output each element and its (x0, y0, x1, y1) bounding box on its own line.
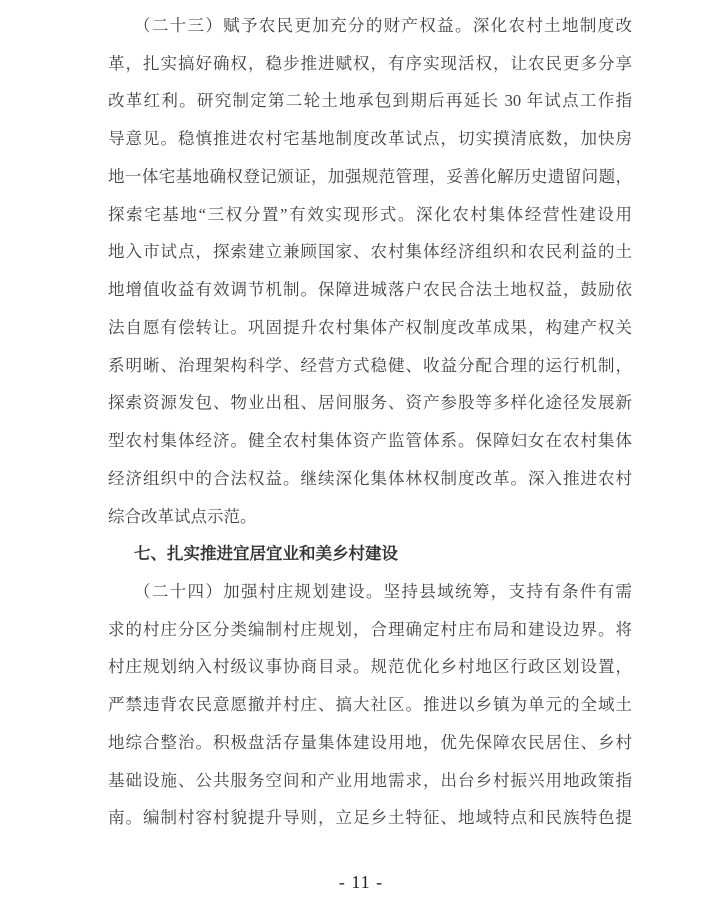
body-line: 经济组织中的合法权益。继续深化集体林权制度改革。深入推进农村 (108, 468, 632, 488)
body-line: 村庄规划纳入村级议事协商目录。规范优化乡村地区行政区划设置， (108, 657, 632, 677)
body-line: 地增值收益有效调节机制。保障进城落户农民合法土地权益，鼓励依 (108, 280, 632, 300)
document-body (108, 7, 632, 837)
section-heading: 七、扎实推进宜居宜业和美乡村建设 (134, 544, 398, 564)
body-line: 系明晰、治理架构科学、经营方式稳健、收益分配合理的运行机制， (108, 355, 632, 375)
body-line: 严禁违背农民意愿撤并村庄、搞大社区。推进以乡镇为单元的全域土 (108, 695, 632, 715)
body-line: （二十三）赋予农民更加充分的财产权益。深化农村土地制度改 (134, 16, 632, 35)
body-line: 地入市试点，探索建立兼顾国家、农村集体经济组织和农民利益的土 (108, 242, 632, 262)
body-line: 型农村集体经济。健全农村集体资产监管体系。保障妇女在农村集体 (108, 431, 632, 451)
body-line: 求的村庄分区分类编制村庄规划，合理确定村庄布局和建设边界。将 (108, 619, 632, 639)
body-line: 革，扎实搞好确权，稳步推进赋权，有序实现活权，让农民更多分享 (108, 53, 632, 73)
body-line: 导意见。稳慎推进农村宅基地制度改革试点，切实摸清底数，加快房 (108, 129, 632, 149)
page-number: - 11 - (338, 872, 384, 892)
body-line: 法自愿有偿转让。巩固提升农村集体产权制度改革成果，构建产权关 (108, 317, 632, 337)
body-line: 综合改革试点示范。 (108, 506, 257, 526)
body-line: 探索宅基地“三权分置”有效实现形式。深化农村集体经营性建设用 (108, 204, 632, 224)
body-line: 地综合整治。积极盘活存量集体建设用地，优先保障农民居住、乡村 (108, 732, 632, 752)
body-line: 地一体宅基地确权登记颁证，加强规范管理，妥善化解历史遗留问题， (108, 166, 632, 186)
body-line: 南。编制村容村貌提升导则，立足乡土特征、地域特点和民族特色提 (108, 808, 632, 828)
body-line: 改革红利。研究制定第二轮土地承包到期后再延长 30 年试点工作指 (108, 91, 632, 111)
body-line: 基础设施、公共服务空间和产业用地需求，出台乡村振兴用地政策指 (108, 770, 632, 790)
body-line: （二十四）加强村庄规划建设。坚持县域统筹，支持有条件有需 (134, 582, 632, 602)
body-line: 探索资源发包、物业出租、居间服务、资产参股等多样化途径发展新 (108, 393, 632, 413)
